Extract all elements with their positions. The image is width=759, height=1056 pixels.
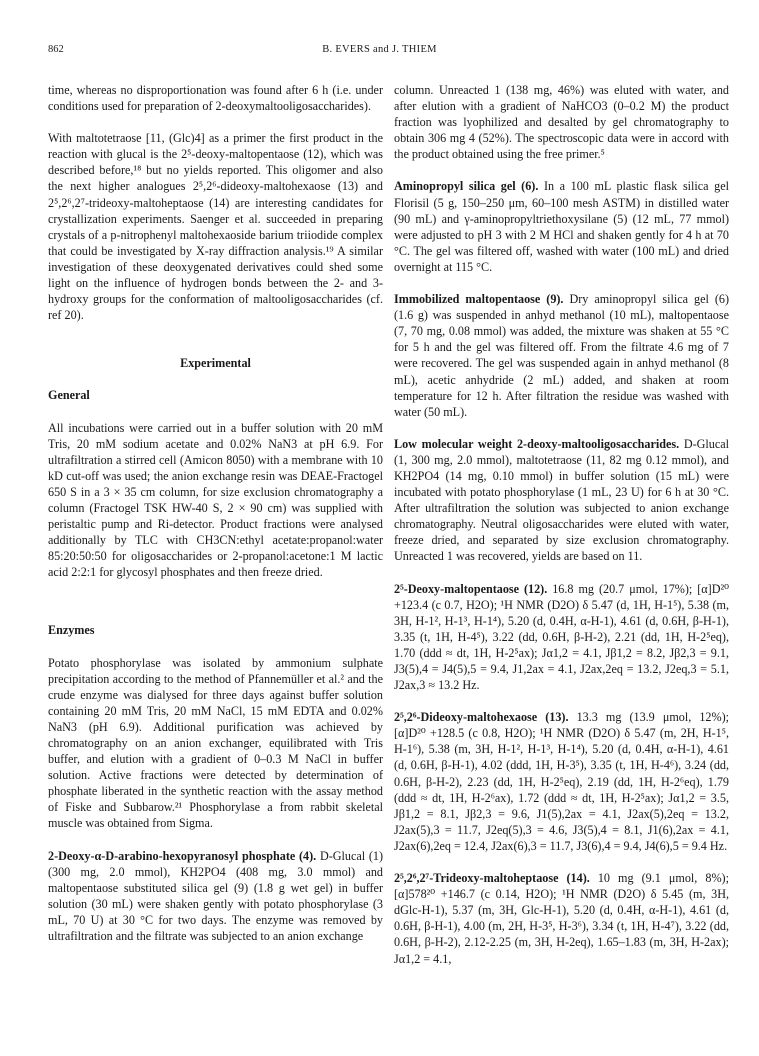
running-head: B. EVERS and J. THIEM [322, 44, 437, 55]
paragraph-body: D-Glucal (1, 300 mg, 2.0 mmol), maltotetraose (11, 82 mg 0.12 mmol), and KH2PO4 (14 mg, 0.10 mmol) in buffer solution (15 mL) were incubated with potato phosphorylase (1 mL, 23 U) for 6 h at 30 °C. After ultrafiltration the solution was subjected to anion exchange chromatography. Neutral oligosaccharides were eluted with water, freeze dried, and separated by size exclusion chromatography. Unreacted 1 was recovered, yields are based on 11. [394, 436, 729, 564]
paragraph [394, 709, 729, 854]
subsection-heading-enzymes: Enzymes [48, 623, 95, 638]
paragraph-title: 2-Deoxy-α-D-arabino-hexopyranosyl phosphate (4). [48, 848, 317, 863]
paragraph-body: D-Glucal (1) (300 mg, 2.0 mmol), KH2PO4 (408 mg, 3.0 mmol) and maltopentaose substituted silica gel (9) (1.8 g wet gel) in buffer solution (30 mL) were shaken gently with potato phosphorylase (3 mL, 70 U) at 30 °C for two days. The enzyme was removed by ultrafiltration and the filtrate was subjected to an anion exchange [48, 848, 383, 944]
paragraph-body: In a 100 mL plastic flask silica gel Florisil (5 g, 150–250 μm, 60–100 mesh ASTM) in distilled water (90 mL) and γ-aminopropyltriethoxysilane (5) (12 mL, 77 mmol) were adjusted to pH 3 with 2 M HCl and shaken gently for 4 h at 70 °C. The gel was filtered off, washed with water (100 mL) and dried overnight at 115 °C. [394, 179, 729, 274]
subsection-heading-general: General [48, 388, 90, 403]
page-header [0, 44, 759, 60]
paragraph-title: 2⁵,2⁶,2⁷-Trideoxy-maltoheptaose (14). [394, 871, 590, 886]
paragraph-body: 13.3 mg (13.9 μmol, 12%); [α]D²⁰ +128.5 (c 0.8, H2O); ¹H NMR (D2O) δ 5.47 (m, 2H, H-1⁵, H-1⁶), 5.38 (m, 3H, H-1², H-1³, H-1⁴), 5.20 (d, 0.4H, α-H-1), 4.61 (d, 0.6H, β-H-1), 4.02 (ddd, 1H, H-3⁵), 3.35 (t, 1H, H-4⁶), 3.24 (dd, 0.6H, β-H-2), 2.23 (dd, 1H, H-2⁵eq), 2.19 (dd, 1H, H-2⁶eq), 1.79 (ddd ≈ dt, 1H, H-2⁶ax), 1.72 (ddd ≈ dt, 1H, H-2⁵ax); Jα1,2 = 3.5, Jβ1,2 = 8.1, Jβ2,3 = 9.6, J1(5),2ax = 4.1, J2ax(5),2eq = 13.2, J2ax(5),3 = 11.7, J2eq(5),3 = 4.6, J3(5),4 = 8.1, J1(6),2ax = 4.1, J2ax(6),2eq = 12.4, J2ax(6),3 = 11.7, J3(6),4 = 9.4, J4(6),5 = 9.4 Hz. [394, 710, 729, 853]
paragraph-title: 2⁵-Deoxy-maltopentaose (12). [394, 581, 548, 596]
paragraph [48, 848, 383, 945]
section-heading-experimental: Experimental [180, 356, 251, 371]
paragraph [394, 870, 729, 967]
paragraph: With maltotetraose [11, (Glc)4] as a primer the first product in the reaction with glucal is the 2⁵-deoxy-maltopentaose (12), which was described before,¹⁸ but no yields reported. This oligomer and also the next higher analogues 2⁵,2⁶-dideoxy-maltohexaose (13) and 2⁵,2⁶,2⁷-trideoxy-maltoheptaose (14) are interesting candidates for crystallization experiments. Saenger et al. succeeded in preparing crystals of a p-nitrophenyl maltohexaoside barium triiodide complex that could be investigated by X-ray diffraction analysis.¹⁹ A similar investigation of these deoxygenated derivatives could shed some light on the influence of hydrogen bonds between the 2- and 3-hydroxy groups for the conformation of maltooligosaccharides (cf. ref 20). [48, 131, 383, 323]
paragraph: All incubations were carried out in a buffer solution with 20 mM Tris, 20 mM sodium acetate and 0.02% NaN3 at pH 6.9. For ultrafiltration a stirred cell (Amicon 8050) with a membrane with 10 kD cut-off was used; the anion exchange resin was DEAE-Fractogel 650 S in a 3 × 35 cm column, for size exclusion chromatography a column (Fractogel TSK HW-40 S, 2 × 90 cm) was supplied with peristaltic pump and Ri-detector. Product fractions were analysed additionally by TLC with CH3CN:ethyl acetate:propanol:water 85:20:50:50 for oligosaccharides or 2-propanol:acetone:1 M lactic acid 2:2:1 for glycosyl phosphates and then freeze dried. [48, 420, 383, 580]
paragraph [394, 436, 729, 565]
paragraph [394, 178, 729, 275]
paragraph: column. Unreacted 1 (138 mg, 46%) was eluted with water, and after elution with a gradient of NaHCO3 (0–0.2 M) the product fraction was lyophilized and desalted by gel chromatography to obtain 306 mg 4 (52%). The spectroscopic data were in accord with the product obtained using the free primer.⁵ [394, 83, 729, 162]
paragraph-body: 10 mg (9.1 μmol, 8%); [α]578²⁰ +146.7 (c 0.14, H2O); ¹H NMR (D2O) δ 5.45 (m, 3H, dGlc-H-1), 5.37 (m, 3H, Glc-H-1), 5.20 (d, 0.4H, α-H-1), 4.61 (d, 0.6H, β-H-1), 4.00 (m, 2H, H-3⁵, H-3⁶), 3.34 (t, 1H, H-4⁷), 3.22 (dd, 0.6H, β-H-2), 2.12-2.25 (m, 3H, H-2eq), 1.65–1.83 (m, 3H, H-2ax); Jα1,2 = 4.1, [394, 871, 729, 966]
paragraph: time, whereas no disproportionation was found after 6 h (i.e. under conditions used for preparation of 2-deoxymaltooligosaccharides). [48, 83, 383, 114]
paragraph-title: 2⁵,2⁶-Dideoxy-maltohexaose (13). [394, 710, 569, 725]
paragraph: Potato phosphorylase was isolated by ammonium sulphate precipitation according to the method of Pfannemüller et al.² and the crude enzyme was dialysed for three days against buffer solution containing 20 mM Tris, 20 mM NaCl, 15 mM EDTA and 0.02% NaN3 (pH 6.9). Additional purification was achieved by chromatography on an anion exchanger, equilibrated with Tris buffer, and elution with a gradient of 0–0.3 M NaCl in buffer solution. Active fractions were detected by determination of phosphate liberated in the synthetic reaction with the assay method of Fiske and Subbarow.²¹ Phosphorylase a from rabbit skeletal muscle was obtained from Sigma. [48, 655, 383, 831]
paragraph [394, 581, 729, 694]
paragraph-body: 16.8 mg (20.7 μmol, 17%); [α]D²⁰ +123.4 (c 0.7, H2O); ¹H NMR (D2O) δ 5.47 (d, 1H, H-1⁵), 5.38 (m, 3H, H-1², H-1³, H-1⁴), 5.20 (d, 0.4H, α-H-1), 4.61 (d, 0.6H, β-H-1), 3.35 (t, 1H, H-4⁵), 3.22 (dd, 0.6H, β-H-2), 2.21 (dd, 1H, H-2⁵eq), 1.70 (ddd ≈ dt, 1H, H-2⁵ax); Jα1,2 = 4.1, Jβ1,2 = 8.2, Jβ2,3 = 9.1, J3(5),4 = J4(5),5 = 9.4, J1,2ax = 4.1, J2ax,2eq = 13.2, J2eq,3 = 5.1, J2ax,3 ≈ 13.2 Hz. [394, 581, 729, 693]
right-column [394, 82, 729, 967]
page-number: 862 [48, 44, 64, 55]
left-column [48, 82, 383, 944]
paragraph [394, 291, 729, 420]
paragraph-title: Immobilized maltopentaose (9). [394, 292, 564, 307]
paragraph-title: Aminopropyl silica gel (6). [394, 179, 539, 194]
paragraph-title: Low molecular weight 2-deoxy-maltooligosaccharides. [394, 436, 680, 451]
paragraph-body: Dry aminopropyl silica gel (6) (1.6 g) was suspended in anhyd methanol (10 mL), maltopentaose (7, 70 mg, 0.08 mmol) was added, the mixture was shaken at 55 °C for 5 h and the gel was filtered off. From the filtrate 4.6 mg of 7 were recovered. The gel was suspended again in anhyd methanol (8 mL), acetic anhydride (2 mL) added, and shaken at room temperature for 12 h. After filtration the residue was washed with water (50 mL). [394, 292, 729, 419]
